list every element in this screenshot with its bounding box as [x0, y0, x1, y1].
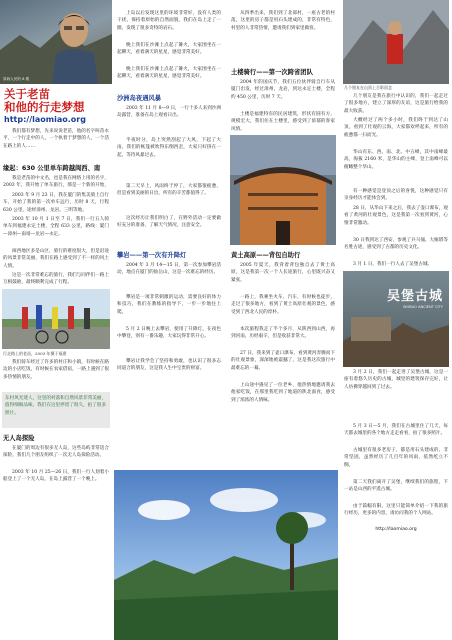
- footer-url[interactable]: http://laomiao.org: [375, 527, 417, 532]
- mountain-photo-art: [343, 0, 449, 84]
- section-heading-3: 沙洲岛夜遇风暴: [117, 95, 162, 102]
- paragraph: 晚上我们在沙滩上点起了篝火，大家围坐在一起聊天，看着满天的星星，感觉非常美好。: [117, 43, 221, 56]
- landscape-photo-art: [114, 470, 338, 640]
- paragraph: 2004 年的国庆节，我们五位伙伴骑自行车从厦门出发，经过漳州、龙岩，到达永定土楼，全程约 450 公里，历时 7 天。: [231, 80, 335, 100]
- paragraph: 半夜时分，岛上突然刮起了大风，下起了大雨，我们的帐篷被吹得东倒西歪，大家只好挤在一起，等待风暴过去。: [117, 138, 221, 158]
- paragraph: 2003 年 9 月 23 日，我在厦门的集美骑上自行车，开始了我的第一次单车远行，历时 8 天，行程 630 公里，途经漳州、龙岩、三明等地。: [3, 193, 109, 213]
- book-subtitle: WUBAO ANCIENT CITY: [403, 305, 443, 309]
- cyclists-photo-art: [2, 289, 110, 349]
- paragraph: 2005 年夏天，我背着背包独自去了黄土高原，这是我第一次一个人长途旅行，心里既兴奋又紧张。: [231, 263, 335, 283]
- tulou-photo-art: [230, 135, 336, 245]
- paragraph: 大概经过了两个多小时，我们终于到达了山顶，看到了壮观的云海，大家都欢呼起来，所有的疲惫都一扫而光。: [344, 118, 448, 138]
- paragraph: 5 月 3 日—5 月，我们在古城里住了几天，每天都去城里的各个地方走走看看，拍了很多照片。: [344, 424, 448, 437]
- paragraph: 28 日，从华山下来之后，我去了壶口瀑布，观看了黄河的壮观景色，这是我第一次看到黄河，心情非常激动。: [344, 206, 448, 226]
- title-url-link[interactable]: http://laomiao.org: [4, 115, 86, 124]
- paragraph: 2003 年 10 月 1 日至 7 日，我们一行五人骑单车到福建永定土楼，全程 633 公里，路线：厦门—漳州—南靖—龙岩—永定。: [3, 217, 109, 237]
- section-heading-2: 无人岛探险: [3, 435, 35, 442]
- paragraph: 由于篇幅有限，这里只能简单介绍一下我的旅行经历，更多的内容，请访问我的个人网站。: [344, 504, 448, 517]
- section-heading-1: 缘起：630 公里单车跨越闽西、南: [3, 165, 101, 172]
- hero-photo-art: [0, 0, 112, 84]
- paragraph: 这是一次非常难忘的旅行，我们与同伴们一路上互相鼓励，最终顺利完成了行程。: [3, 273, 109, 286]
- title-line-2: 和他的行走梦想: [4, 100, 85, 114]
- paragraph: 这次经历让我们明白了，在野外活动一定要做好充分的准备，了解天气情况，注意安全。: [117, 216, 221, 229]
- paragraph: 一路上，我乘坐火车、汽车，有时候也徒步，走过了很多地方，看到了黄土高原壮观的景色，感受到了西北人民的淳朴。: [231, 295, 335, 315]
- title-line-1: 关于老苗: [4, 87, 50, 101]
- tulou-photo: [230, 135, 336, 245]
- section-heading-5: 土楼骑行——第一次跨省团队: [231, 69, 313, 76]
- column-4: [341, 0, 451, 640]
- paragraph: 攀岩是一项非常刺激的运动，需要良好的体力和技巧，我们在教练的指导下，一步一步地往上爬。: [117, 295, 221, 315]
- paragraph: 古城里有很多老房子，都是用石头建成的，非常坚固，虽然经历了几百年的风雨，依然屹立不倒。: [344, 448, 448, 468]
- book-cover-photo: [343, 271, 449, 367]
- paragraph: 第二天早上，风雨终于停了，大家都很疲惫，但是看到美丽的日出，所有的辛苦都值得了。: [117, 184, 221, 197]
- paragraph: 几个朋友是我在旅行中认识的，我们一起走过了很多地方，建立了深厚的友谊，这是旅行给我的最大收获。: [344, 94, 448, 114]
- paragraph: 3 月 2 日，我们一起走进了吴堡古城，这是一座有着悠久历史的古城，城里的建筑保存完好，让人仿佛穿越回到了过去。: [344, 370, 448, 390]
- paragraph: 上山途中遇见了一位老乡，他热情地邀请我去他家吃饭，在那里我吃到了地道的陕北面食，感受到了浓浓的人情味。: [231, 383, 335, 403]
- paragraph: 攀岩让我学会了坚持和勇敢，也认识了很多志同道合的朋友，这是我人生中宝贵的财富。: [117, 359, 221, 372]
- article-title: [4, 88, 109, 125]
- paragraph: 土楼是福建特有的民居建筑，形状有圆有方，规模宏大，我们住在土楼里，感受到了浓郁的客家风情。: [231, 112, 335, 132]
- book-title: 吴堡古城: [386, 289, 443, 304]
- paragraph: 晚上我们在沙滩上点起了篝火，大家围坐在一起聊天，看着满天的星星，感觉非常美好。: [117, 67, 221, 80]
- paragraph: 2003 年 11 月 8—9 日，一行十多人来到沙洲岛露营，准备在岛上观看日出。: [117, 106, 221, 119]
- paragraph: 我们骑车经过了许多的村庄和小镇，有时候在路边的小店吃饭，有时候在农家借宿，一路上遇到了很多热情的朋友。: [3, 360, 109, 380]
- hero-watermark: 原载人民的 8 期: [3, 77, 30, 81]
- paragraph: 3 月 1 日，我们一行人去了吴堡古城。: [353, 262, 433, 267]
- cyclists-photo: [2, 289, 110, 349]
- paragraph: 2003 年 10 月 25—26 日，我们一行人划着小船登上了一个无人岛，在岛上露营了一个晚上。: [3, 470, 109, 483]
- section-heading-4: 攀岩——第一次有升降灯: [117, 252, 187, 259]
- paragraph: 闽西地区多是山区，骑行的难度很大，但是沿途的风景非常美丽，我们在路上感受到了不一样的风土人情。: [3, 249, 109, 269]
- paragraph: 从四季出来，我们到了北部村，一座古老的村落，这里的房子都是用石头建成的，非常有特色，村里的人非常热情，邀请我们到家里做客。: [231, 11, 335, 31]
- paragraph: 本次旅程我走了半个多月，从陕西到山西，再到河南，历经艰辛，但是收获非常大。: [231, 327, 335, 340]
- intro-text: 我们都有梦想，先来说说老苗，他的名字叫苗永平，一个行走中的人，一个执着于梦想的人，一个活在路上的人……: [3, 129, 109, 149]
- photo-caption: 行走路上的老苗，2003 年摄于福建: [3, 351, 67, 356]
- landscape-photo: [114, 470, 338, 640]
- paragraph: 5 月 2 日晚上去攀岩，使用了升降灯，在夜色中攀登，别有一番乐趣，大家玩得非常开心。: [117, 327, 221, 340]
- paragraph: 在厦门的周边有很多无人岛，这些岛屿非常适合探险，我们几个朋友组织了一次无人岛探险活动。: [3, 446, 109, 459]
- paragraph: 有一种感觉是登顶之后的喜悦，这种感觉只有亲身经历才能体会到。: [344, 189, 448, 202]
- paragraph: 第二天我们离开了吴堡，继续我们的旅程，下一站是山西的平遥古城。: [344, 480, 448, 493]
- highlight-note: 东村风光迷人，这里的村落和自然风景非常美丽，值得细细品味，我们在这里停留了很久，拍了很多照片。: [2, 392, 110, 428]
- paragraph: 我是老苗的中文名，也是我在网络上用的名字，2003 年，我开始了单车旅行，那是一个新的开始，: [3, 176, 109, 189]
- paragraph: 上岛以后发现这里的环境非常好，没有人类的干扰，保持着原始的自然面貌，我们在岛上走了一圈，发现了很多奇特的岩石。: [117, 11, 221, 31]
- paragraph: 30 日我到达了西安，参观了兵马俑、大雁塔等名胜古迹，感受到了古都的历史文化。: [344, 238, 448, 251]
- paragraph: 27 日，我来到了壶口瀑布，看到黄河奔腾而下的壮观景象，深深地被震撼了，这是我这次旅行中最难忘的一幕。: [231, 351, 335, 371]
- column-3: [228, 0, 338, 470]
- hero-photo: [0, 0, 112, 84]
- section-heading-6: 黄土高原——背包自助行: [231, 252, 301, 259]
- column-1: [0, 0, 112, 640]
- paragraph: 2004 年 3 月 14—15 日，第一次参加攀岩活动，地点在厦门的仙岳山，这是一次难忘的经历。: [117, 263, 221, 276]
- mountain-photo: [343, 0, 449, 84]
- paragraph: 华山有东、西、南、北、中五峰，其中南峰最高，海拔 2160 米，是华山的主峰，登上南峰可以俯瞰整个华山。: [344, 150, 448, 170]
- photo-caption: 几个朋友在山顶上合影留念: [344, 85, 392, 90]
